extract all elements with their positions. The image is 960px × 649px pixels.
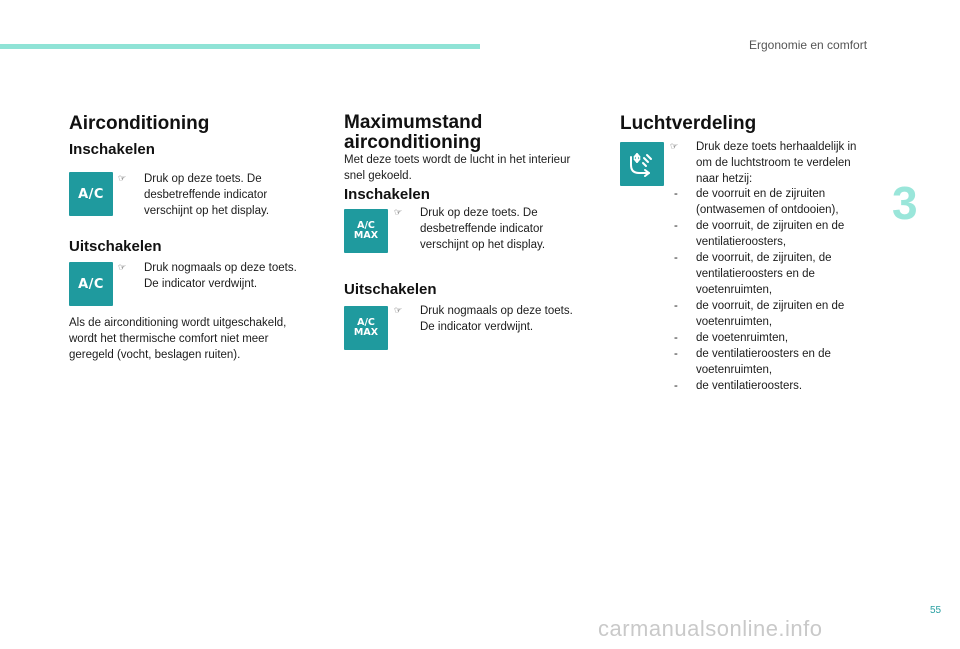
list-item: - de voorruit en de zijruiten (ontwasemen of ontdooien), [674,188,839,216]
list-item: - de voorruit, de zijruiten en de voetenruimten, [674,300,845,328]
chapter-number: 3 [892,177,918,229]
uitschakelen-heading: Uitschakelen [69,238,162,255]
header-accent-bar [0,44,480,49]
list-item: - de voorruit, de zijruiten en de ventilatieroosters, [674,220,845,248]
air-distribution-step: ☞ Druk deze toets herhaaldelijk in om de luchtstroom te verdelen naar hetzij: [670,141,857,185]
ac-off-step: ☞ Druk nogmaals op deze toets. De indicator verdwijnt. [118,262,297,290]
air-distribution-icon [620,142,664,186]
ac-button-icon: A/C [69,172,113,216]
list-item: - de voetenruimten, [674,332,789,344]
luchtverdeling-title: Luchtverdeling [620,113,757,134]
ac-note: Als de airconditioning wordt uitgeschakeld, wordt het thermische comfort niet meer geregeld (vocht, beslagen ruiten). [69,317,287,361]
max-ac-title-line2: airconditioning [344,132,482,153]
bullet-icon: ☞ [118,174,127,184]
list-item: - de voorruit, de zijruiten, de ventilatieroosters en de voetenruimten, [674,252,832,296]
bullet-icon: ☞ [394,306,403,316]
ac-button-icon-off: A/C [69,262,113,306]
ac-max-button-icon-off: A/C MAX [344,306,388,350]
ac-on-step: ☞ Druk op deze toets. De desbetreffende indicator verschijnt op het display. [118,173,270,217]
list-item: - de ventilatieroosters en de voetenruimten, [674,348,831,376]
airconditioning-title: Airconditioning [69,113,210,134]
list-item: - de ventilatieroosters. [674,380,803,392]
max-ac-title-line1: Maximumstand [344,112,483,133]
ac-max-button-icon: A/C MAX [344,209,388,253]
max-uitschakelen-heading: Uitschakelen [344,281,437,298]
page-number: 55 [930,605,942,616]
bullet-icon: ☞ [670,142,679,152]
bullet-icon: ☞ [118,263,127,273]
max-inschakelen-heading: Inschakelen [344,186,430,203]
max-ac-on-step: ☞ Druk op deze toets. De desbetreffende indicator verschijnt op het display. [394,207,546,251]
bullet-icon: ☞ [394,208,403,218]
max-ac-off-step: ☞ Druk nogmaals op deze toets. De indicator verdwijnt. [394,305,573,333]
section-title: Ergonomie en comfort [749,38,868,52]
air-distribution-options [674,186,874,394]
inschakelen-heading: Inschakelen [69,141,155,158]
max-ac-intro: Met deze toets wordt de lucht in het interieur snel gekoeld. [344,154,571,182]
watermark: carmanualsonline.info [598,616,823,641]
